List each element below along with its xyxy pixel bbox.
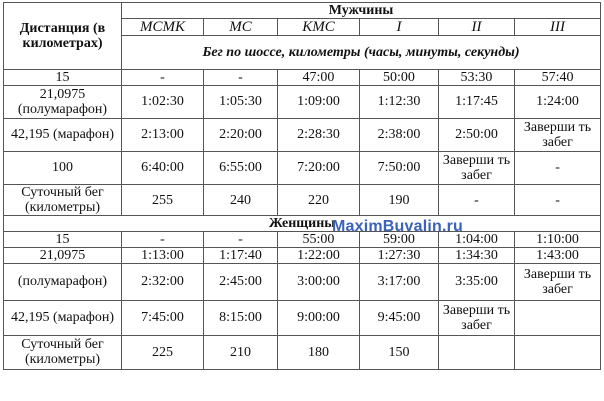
norm-cell: 3:00:00 [278, 264, 360, 300]
table-row [4, 184, 601, 215]
norm-cell: - [204, 70, 278, 86]
norm-cell: 6:55:00 [204, 151, 278, 184]
norm-cell: 1:12:30 [360, 86, 439, 118]
ranks-table [3, 2, 601, 370]
norm-cell: - [204, 232, 278, 248]
norm-cell: 1:13:00 [122, 248, 204, 264]
norm-cell: 1:17:40 [204, 248, 278, 264]
table-row [4, 86, 601, 118]
women-title-row [4, 216, 601, 232]
norm-cell: 240 [204, 184, 278, 215]
distance-header: Дистанция (в километрах) [4, 3, 122, 70]
norm-cell: - [122, 70, 204, 86]
norm-cell: 180 [278, 335, 360, 369]
rank-header: II [439, 19, 515, 36]
men-section-title: Мужчины [122, 3, 601, 19]
norm-cell: 7:20:00 [278, 151, 360, 184]
norm-cell: 2:13:00 [122, 118, 204, 151]
norm-cell: 2:20:00 [204, 118, 278, 151]
norm-cell: 225 [122, 335, 204, 369]
norm-cell: 1:34:30 [439, 248, 515, 264]
norm-cell: Заверши ть забег [439, 300, 515, 335]
table-row [4, 300, 601, 335]
norm-cell: Заверши ть забег [439, 151, 515, 184]
norm-cell: 2:50:00 [439, 118, 515, 151]
norm-cell: 9:00:00 [278, 300, 360, 335]
norm-cell: 3:17:00 [360, 264, 439, 300]
rank-header: I [360, 19, 439, 36]
norm-cell: 7:50:00 [360, 151, 439, 184]
norm-cell: 2:28:30 [278, 118, 360, 151]
norm-cell [515, 300, 601, 335]
distance-cell: 100 [4, 151, 122, 184]
table-row [4, 118, 601, 151]
norm-cell: Заверши ть забег [515, 264, 601, 300]
norm-cell: 1:05:30 [204, 86, 278, 118]
distance-cell: 15 [4, 232, 122, 248]
norm-cell: 55:00 [278, 232, 360, 248]
norm-cell: 59:00 [360, 232, 439, 248]
rank-header: МСМК [122, 19, 204, 36]
norm-cell: 9:45:00 [360, 300, 439, 335]
norm-cell: 255 [122, 184, 204, 215]
norm-cell: 1:22:00 [278, 248, 360, 264]
norm-cell: 1:27:30 [360, 248, 439, 264]
rank-header: III [515, 19, 601, 36]
norm-cell: 7:45:00 [122, 300, 204, 335]
norm-cell: 190 [360, 184, 439, 215]
men-title-row [4, 3, 601, 19]
table-row [4, 232, 601, 248]
rank-header: КМС [278, 19, 360, 36]
norm-cell: 6:40:00 [122, 151, 204, 184]
table-row [4, 248, 601, 264]
norm-cell: 220 [278, 184, 360, 215]
norm-cell: 1:24:00 [515, 86, 601, 118]
norm-cell: 1:04:00 [439, 232, 515, 248]
women-section-title: Женщины [4, 216, 601, 232]
norm-cell: 50:00 [360, 70, 439, 86]
norm-cell: 2:32:00 [122, 264, 204, 300]
distance-cell: Суточный бег (километры) [4, 184, 122, 215]
norm-cell: 1:02:30 [122, 86, 204, 118]
norm-cell: 8:15:00 [204, 300, 278, 335]
norm-cell: 47:00 [278, 70, 360, 86]
norm-cell: 210 [204, 335, 278, 369]
table-row [4, 335, 601, 369]
ranks-table-body [4, 3, 601, 370]
distance-cell: 21,0975 [4, 248, 122, 264]
distance-cell: 42,195 (марафон) [4, 300, 122, 335]
distance-cell: Суточный бег (километры) [4, 335, 122, 369]
norm-cell [439, 335, 515, 369]
norm-cell: - [515, 151, 601, 184]
norm-cell: 57:40 [515, 70, 601, 86]
norm-cell: 1:09:00 [278, 86, 360, 118]
norm-cell: Заверши ть забег [515, 118, 601, 151]
distance-cell: 21,0975 (полумарафон) [4, 86, 122, 118]
distance-cell: (полумарафон) [4, 264, 122, 300]
rank-header: МС [204, 19, 278, 36]
distance-cell: 15 [4, 70, 122, 86]
norm-cell: 1:17:45 [439, 86, 515, 118]
distance-cell: 42,195 (марафон) [4, 118, 122, 151]
norm-cell [515, 335, 601, 369]
table-row [4, 151, 601, 184]
watermark: MaximBuvalin.ru [332, 218, 464, 235]
table-subheader: Бег по шоссе, километры (часы, минуты, секунды) [122, 36, 601, 70]
norm-cell: 3:35:00 [439, 264, 515, 300]
table-row [4, 264, 601, 300]
norm-cell: - [515, 184, 601, 215]
norm-cell: - [439, 184, 515, 215]
norm-cell: - [122, 232, 204, 248]
norm-cell: 53:30 [439, 70, 515, 86]
norm-cell: 1:10:00 [515, 232, 601, 248]
norm-cell: 2:45:00 [204, 264, 278, 300]
norm-cell: 1:43:00 [515, 248, 601, 264]
table-row [4, 70, 601, 86]
norm-cell: 2:38:00 [360, 118, 439, 151]
norm-cell: 150 [360, 335, 439, 369]
